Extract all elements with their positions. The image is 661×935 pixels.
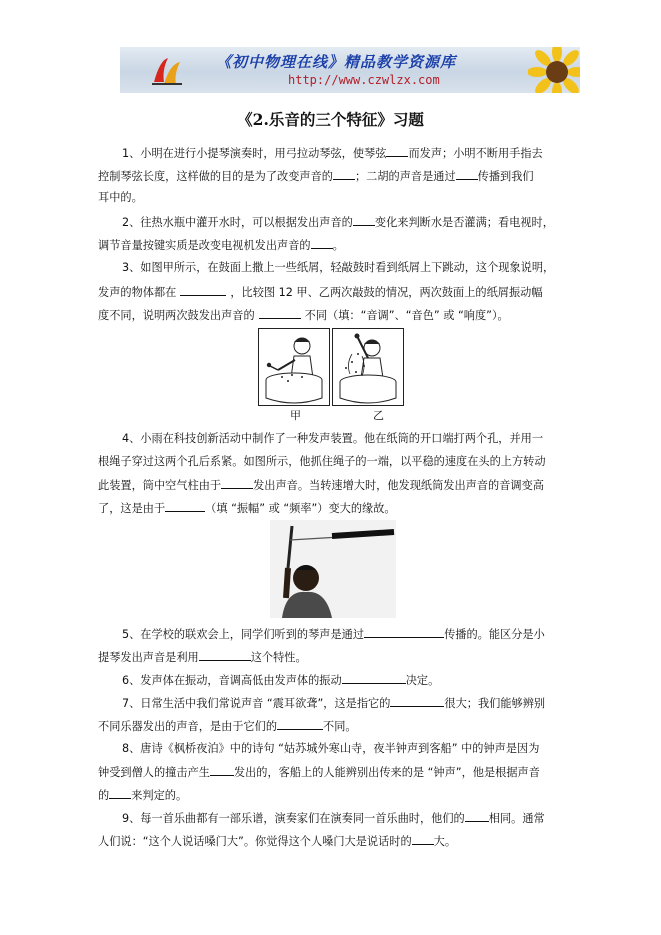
- answer-blank[interactable]: [342, 672, 406, 684]
- answer-blank[interactable]: [364, 626, 444, 638]
- question-3-line-1: 3、如图甲所示，在鼓面上撒上一些纸屑，轻敲鼓时看到纸屑上下跳动，这个现象说明，: [122, 261, 555, 274]
- question-4-line-3: 此装置，筒中空气柱由于 发出声音。当转速增大时，他发现纸筒发出声音的音调变高: [98, 479, 544, 492]
- question-1-line-2: 控制琴弦长度，这样做的目的是为了改变声音的 ；二胡的声音是通过 传播到我们: [98, 170, 534, 183]
- question-5-line-1: 5、在学校的联欢会上，同学们听到的琴声是通过 传播的。能区分是小: [122, 628, 545, 641]
- answer-blank[interactable]: [259, 307, 301, 319]
- answer-blank[interactable]: [199, 649, 251, 661]
- sunflower-icon: [528, 47, 580, 93]
- question-2-line-2: 调节音量按键实质是改变电视机发出声音的 。: [98, 239, 344, 252]
- question-5-line-2: 提琴发出声音是利用 这个特性。: [98, 651, 307, 664]
- answer-blank[interactable]: [412, 833, 434, 845]
- answer-blank[interactable]: [465, 810, 489, 822]
- answer-blank[interactable]: [210, 764, 234, 776]
- question-8-line-3: 的 来判定的。: [98, 789, 188, 802]
- answer-blank[interactable]: [386, 145, 408, 157]
- question-7-line-1: 7、日常生活中我们常说声音 “震耳欲聋”，这是指它的 很大；我们能够辨别: [122, 697, 546, 710]
- answer-blank[interactable]: [109, 787, 131, 799]
- figure-label-b: 乙: [373, 409, 384, 422]
- question-8-line-2: 钟受到僧人的撞击产生 发出的，客船上的人能辨别出传来的是 “钟声”，他是根据声音: [98, 766, 540, 779]
- answer-blank[interactable]: [456, 168, 478, 180]
- question-2-line-1: 2、往热水瓶中灌开水时，可以根据发出声音的 变化来判断水是否灌满；看电视时，: [122, 216, 554, 229]
- question-4-line-2: 根绳子穿过这两个孔后系紧。如图所示，他抓住绳子的一端，以平稳的速度在头的上方转动: [98, 455, 546, 468]
- question-4-line-4: 了，这是由于 （填 “振幅” 或 “频率”）变大的缘故。: [98, 502, 396, 515]
- page-title: 《2.乐音的三个特征》习题: [237, 110, 424, 129]
- logo-icon: [150, 54, 184, 88]
- question-7-line-2: 不同乐器发出的声音，是由于它们的 不同。: [98, 720, 357, 733]
- header-banner: [120, 47, 580, 93]
- answer-blank[interactable]: [390, 695, 444, 707]
- banner-title: 《初中物理在线》精品教学资源库: [216, 53, 457, 71]
- figure-label-a: 甲: [290, 409, 301, 422]
- drum-illustration: [258, 328, 404, 406]
- question-1-line-1: 1、小明在进行小提琴演奏时，用弓拉动琴弦，使琴弦 而发声；小明不断用手指去: [122, 147, 543, 160]
- answer-blank[interactable]: [165, 500, 205, 512]
- question-9-line-2: 人们说：“这个人说话嗓门大”。你觉得这个人嗓门大是说话时的 大。: [98, 835, 457, 848]
- question-8-line-1: 8、唐诗《枫桥夜泊》中的诗句 “姑苏城外寒山寺，夜半钟声到客船” 中的钟声是因为: [122, 742, 540, 755]
- spinning-tube-photo: [270, 520, 396, 618]
- question-9-line-1: 9、每一首乐曲都有一部乐谱，演奏家们在演奏同一首乐曲时，他们的 相同。通常: [122, 812, 545, 825]
- question-4-line-1: 4、小雨在科技创新活动中制作了一种发声装置。他在纸筒的开口端打两个孔，并用一: [122, 432, 544, 445]
- answer-blank[interactable]: [277, 718, 323, 730]
- question-1-line-3: 耳中的。: [98, 191, 143, 204]
- question-3-line-2: 发声的物体都在 ，比较图 12 甲、乙两次敲鼓的情况，两次鼓面上的纸屑振动幅: [98, 286, 543, 299]
- answer-blank[interactable]: [333, 168, 355, 180]
- question-6-line: 6、发声体在振动，音调高低由发声体的振动 决定。: [122, 674, 440, 687]
- answer-blank[interactable]: [353, 214, 375, 226]
- question-3-line-3: 度不同，说明两次鼓发出声音的 不同（填：“音调”、“音色” 或 “响度”）。: [98, 309, 509, 322]
- banner-url: http://www.czwlzx.com: [288, 73, 440, 87]
- answer-blank[interactable]: [180, 284, 226, 296]
- answer-blank[interactable]: [311, 237, 333, 249]
- answer-blank[interactable]: [221, 477, 253, 489]
